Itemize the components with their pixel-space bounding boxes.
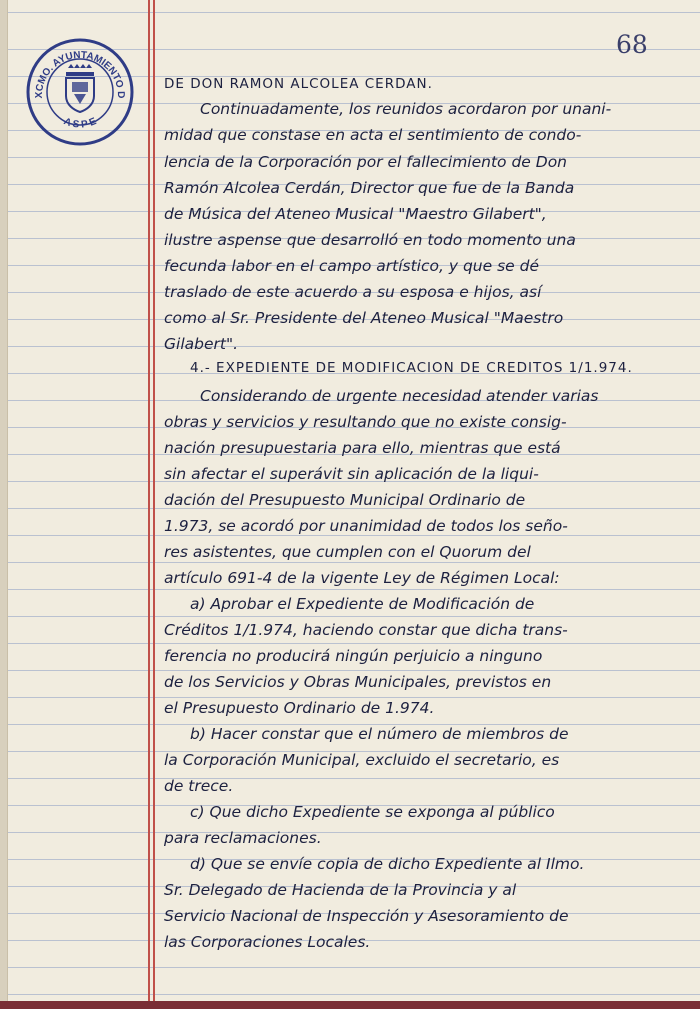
coat-of-arms-icon [66, 64, 94, 112]
text-line: lencia de la Corporación por el fallecimiento de Don [164, 153, 568, 171]
text-line: Gilabert". [164, 335, 239, 353]
municipal-seal [24, 36, 136, 148]
text-line: Considerando de urgente necesidad atender varias [200, 387, 599, 405]
text-line: traslado de este acuerdo a su esposa e hijos, así [164, 283, 542, 301]
text-line: de trece. [164, 777, 234, 795]
text-line: para reclamaciones. [164, 829, 322, 847]
text-line: ferencia no producirá ningún perjuicio a ninguno [164, 647, 543, 665]
text-line: ilustre aspense que desarrolló en todo momento una [164, 231, 576, 249]
list-item: c) Que dicho Expediente se exponga al público [190, 803, 555, 821]
text-line: Servicio Nacional de Inspección y Asesoramiento de [164, 907, 569, 925]
text-line: Continuadamente, los reunidos acordaron por unani- [200, 100, 612, 118]
seal-icon [24, 36, 136, 148]
page-bottom-edge [0, 1001, 700, 1009]
section-heading: 4.- EXPEDIENTE DE MODIFICACION DE CREDITOS 1/1.974. [190, 360, 633, 376]
text-line: 1.973, se acordó por unanimidad de todos los seño- [164, 517, 568, 535]
text-line: el Presupuesto Ordinario de 1.974. [164, 699, 435, 717]
seal-top-text: XCMO. AYUNTAMIENTO D [33, 49, 127, 99]
text-line: artículo 691-4 de la vigente Ley de Régimen Local: [164, 569, 560, 587]
text-line: Créditos 1/1.974, haciendo constar que dicha trans- [164, 621, 568, 639]
text-line: las Corporaciones Locales. [164, 933, 371, 951]
text-line: de Música del Ateneo Musical "Maestro Gilabert", [164, 205, 547, 223]
text-line: midad que constase en acta el sentimiento de condo- [164, 126, 582, 144]
text-line: como al Sr. Presidente del Ateneo Musical "Maestro [164, 309, 564, 327]
text-line: dación del Presupuesto Municipal Ordinario de [164, 491, 526, 509]
margin-rule [153, 0, 155, 1009]
text-line: obras y servicios y resultando que no existe consig- [164, 413, 567, 431]
text-line: nación presupuestaria para ello, mientras que está [164, 439, 561, 457]
seal-bottom-text: A S P E [61, 116, 99, 131]
page-number: 68 [616, 30, 648, 59]
list-item: b) Hacer constar que el número de miembros de [190, 725, 569, 743]
binding-edge [0, 0, 8, 1009]
list-item: a) Aprobar el Expediente de Modificación de [190, 595, 535, 613]
text-line: Ramón Alcolea Cerdán, Director que fue de la Banda [164, 179, 575, 197]
text-line: Sr. Delegado de Hacienda de la Provincia y al [164, 881, 517, 899]
text-line: la Corporación Municipal, excluido el secretario, es [164, 751, 560, 769]
text-line: fecunda labor en el campo artístico, y que se dé [164, 257, 539, 275]
text-line: de los Servicios y Obras Municipales, previstos en [164, 673, 552, 691]
text-line: sin afectar el superávit sin aplicación de la liqui- [164, 465, 539, 483]
text-line: DE DON RAMON ALCOLEA CERDAN. [164, 76, 433, 92]
svg-text:A S P E [62, 116, 98, 131]
list-item: d) Que se envíe copia de dicho Expediente al Ilmo. [190, 855, 585, 873]
margin-rule [148, 0, 150, 1009]
text-line: res asistentes, que cumplen con el Quorum del [164, 543, 531, 561]
